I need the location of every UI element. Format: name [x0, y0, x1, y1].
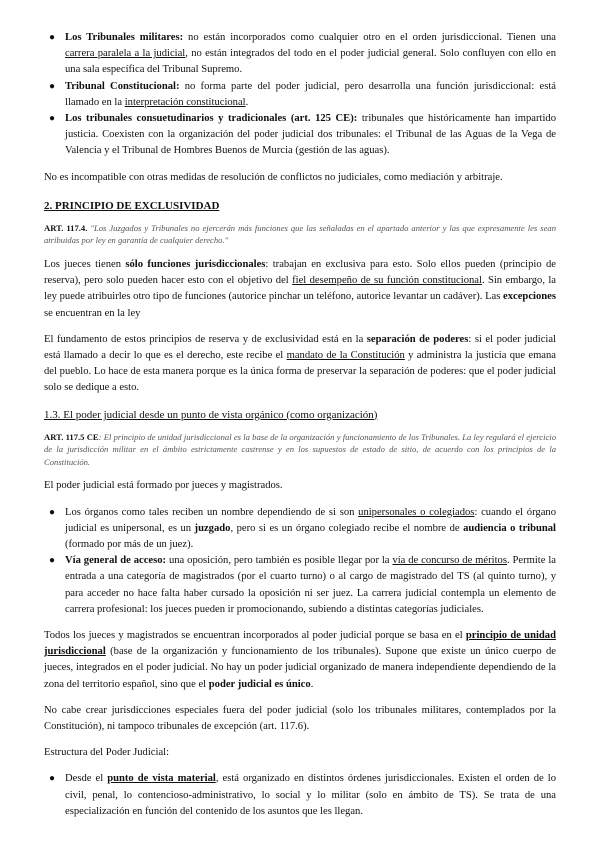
article-117-4-quote: ART. 117.4. "Los Juzgados y Tribunales no ejercerán más funciones que las señaladas en el apartado anterior y las que expresamente les sean atribuidas por ley en garantía de cualquier derecho." — [44, 222, 556, 246]
bullet-icon: ● — [49, 555, 56, 567]
bullet-list-organos — [44, 505, 556, 618]
section-title-organico: 1.3. El poder judicial desde un punto de vista orgánico (como organización) — [44, 408, 378, 421]
list-item: ● Los tribunales consuetudinarios y tradicionales (art. 125 CE): tribunales que históricamente han impartido justicia. Coexisten con la organización del poder judicial dos tribunales: el Tribunal de las Aguas de la Vega de Valencia y el Tribunal de Hombres Buenos de Murcia (gestión de las aguas). — [49, 113, 556, 157]
list-item: ● Tribunal Constitucional: no forma parte del poder judicial, pero desarrolla una función jurisdiccional: está llamado en la interpretación constitucional. — [49, 80, 556, 108]
article-117-5-quote: ART. 117.5 CE: El principio de unidad jurisdiccional es la base de la organización y funcionamiento de los Tribunales. La ley regulará el ejercicio de la jurisdicción militar en el ámbito estrictamente castrense y en los supuestos de estado de sitio, de acuerdo con los principios de la Constitución. — [44, 431, 556, 467]
section-title-exclusividad: 2. PRINCIPIO DE EXCLUSIVIDAD — [44, 199, 220, 212]
list-item: ● Los órganos como tales reciben un nombre dependiendo de si son unipersonales o colegiados: cuando el órgano judicial es unipersonal, es un juzgado, pero si es un órgano colegiado recibe el nombre de audiencia o tribunal (formado por más de un juez). — [49, 506, 557, 551]
list-item: ● Desde el punto de vista material, está organizado en distintos órdenes jurisdiccionales. Existen el orden de lo civil, penal, lo contencioso-administrativo, lo social y lo militar (solo en ámbito de TS). Se trata de una especialización en función del contenido de los asuntos que les llegan. — [49, 773, 557, 817]
bullet-icon: ● — [49, 113, 56, 125]
list-item: ● Los Tribunales militares: no están incorporados como cualquier otro en el orden jurisdiccional. Tienen una carrera paralela a la judicial, no están integrados del todo en el poder judicial general. Solo confluyen con ello en una sala específica del Tribunal Supremo. — [49, 32, 557, 76]
paragraph-mediacion: No es incompatible con otras medidas de resolución de conflictos no judiciales, como mediación y arbitraje. — [44, 171, 503, 183]
bullet-icon: ● — [49, 506, 56, 518]
bullet-icon: ● — [49, 80, 56, 92]
paragraph-unidad-jurisdiccional: Todos los jueces y magistrados se encuentran incorporados al poder judicial porque se basa en el principio de unidad jurisdiccional (base de la organización y funcionamiento de los tribunales). Supone que existe un único cuerpo de jueces, integrados en el poder judicial. No hay un poder judicial organizado de manera independiente dependiendo de la zona del territorio español, sino que el poder judicial es único. — [44, 630, 556, 690]
list-item: ● Vía general de acceso: una oposición, pero también es posible llegar por la vía de concurso de méritos. Permite la entrada a una categoría de magistrados (por el cuarto turno) o al cargo de magistrado del TS (al quinto turno), y para acceder no hace falta haber cursado la oposición ni ser juez. La carrera judicial contempla un elemento de carrera profesional: los jueces pueden ir promocionando, subiendo a distintas categorías judiciales. — [49, 555, 556, 615]
bullet-list-estructura — [44, 771, 556, 820]
paragraph-formado: El poder judicial está formado por jueces y magistrados. — [44, 480, 283, 492]
paragraph-estructura: Estructura del Poder Judicial: — [44, 747, 170, 759]
bullet-list-tribunales — [44, 30, 556, 160]
bullet-icon: ● — [49, 773, 56, 785]
paragraph-fundamento: El fundamento de estos principios de reserva y de exclusividad está en la separación de poderes: si el poder judicial está llamado a decir lo que es el derecho, este recibe el mandato de la Constitución y administra la justicia que emana del pueblo. Lo hace de esta manera porque es la única forma de preservar la separación de poderes: que el poder judicial solo se dedique a esto. — [44, 333, 557, 394]
paragraph-no-cabe: No cabe crear jurisdicciones especiales fuera del poder judicial (solo los tribunales militares, contemplados por la Constitución), ni tampoco tribunales de excepción (art. 117.6). — [44, 704, 556, 733]
bullet-icon: ● — [49, 32, 56, 43]
paragraph-jueces: Los jueces tienen sólo funciones jurisdiccionales: trabajan en exclusiva para esto. Solo ellos pueden (principio de reserva), pero solo pueden hacer esto con el objetivo del fiel desempeño de su función constitucional. Sin embargo, la ley puede atribuirles otro tipo de funciones (autorice pinchar un teléfono, autorice levantar un cadáver). Las excepciones se encuentran en la ley — [44, 259, 557, 319]
